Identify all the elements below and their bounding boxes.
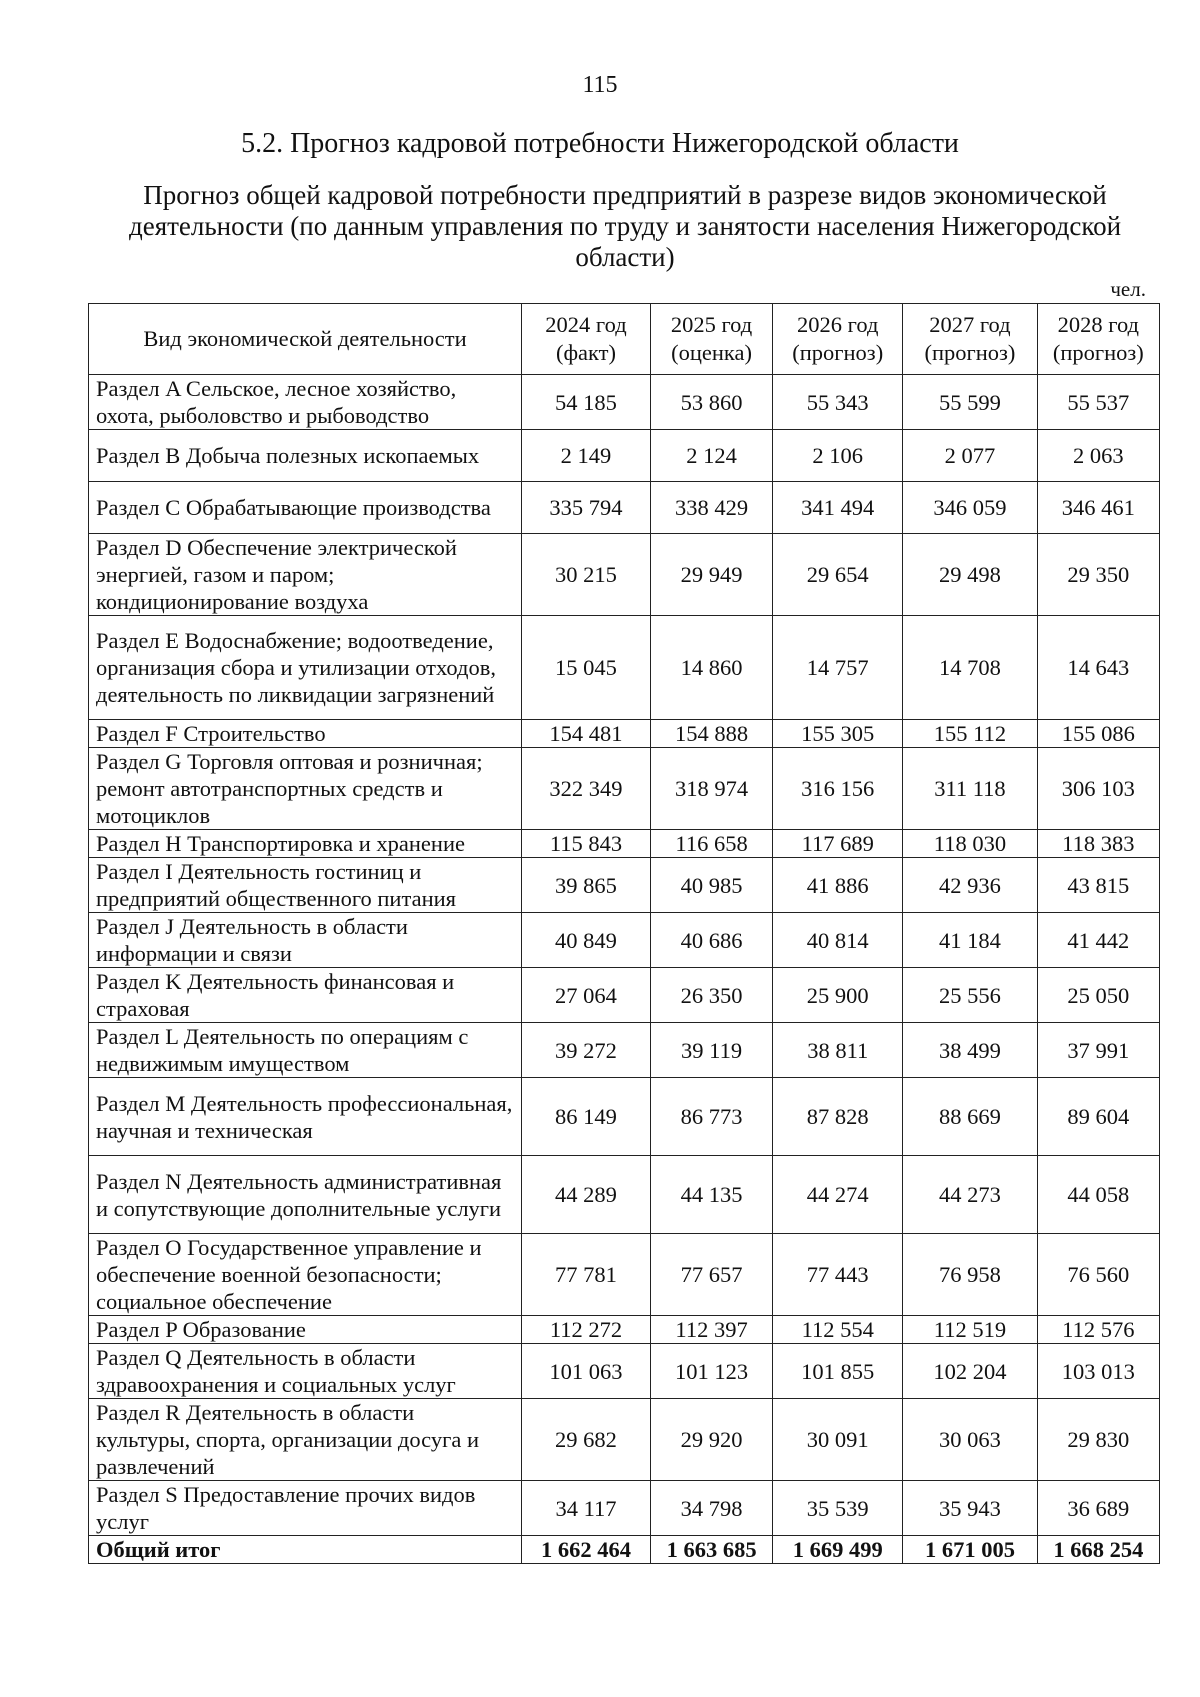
value-cell: 14 860 [650,616,772,720]
value-cell: 53 860 [650,375,772,430]
value-cell: 322 349 [522,748,651,830]
activity-name-cell: Раздел G Торговля оптовая и розничная; ремонт автотранспортных средств и мотоциклов [89,748,522,830]
unit-label: чел. [1110,277,1146,301]
activity-name-cell: Раздел M Деятельность профессиональная, научная и техническая [89,1078,522,1156]
value-cell: 29 654 [773,534,903,616]
column-header-year: 2024 год (факт) [522,304,651,375]
value-cell: 311 118 [903,748,1037,830]
value-cell: 40 814 [773,913,903,968]
value-cell: 38 499 [903,1023,1037,1078]
value-cell: 88 669 [903,1078,1037,1156]
value-cell: 118 030 [903,830,1037,858]
column-header-year: 2026 год (прогноз) [773,304,903,375]
table-row [89,720,1160,748]
value-cell: 39 119 [650,1023,772,1078]
value-cell: 2 149 [522,430,651,482]
value-cell: 55 537 [1037,375,1159,430]
value-cell: 318 974 [650,748,772,830]
value-cell: 115 843 [522,830,651,858]
activity-name-cell: Раздел F Строительство [89,720,522,748]
activity-name-cell: Раздел S Предоставление прочих видов услуг [89,1481,522,1536]
value-cell: 155 305 [773,720,903,748]
value-cell: 41 442 [1037,913,1159,968]
value-cell: 77 443 [773,1234,903,1316]
value-cell: 2 106 [773,430,903,482]
total-label-cell: Общий итог [89,1536,522,1564]
value-cell: 36 689 [1037,1481,1159,1536]
activity-name-cell: Раздел C Обрабатывающие производства [89,482,522,534]
value-cell: 26 350 [650,968,772,1023]
value-cell: 39 865 [522,858,651,913]
value-cell: 40 849 [522,913,651,968]
value-cell: 25 556 [903,968,1037,1023]
activity-name-cell: Раздел K Деятельность финансовая и страховая [89,968,522,1023]
value-cell: 112 554 [773,1316,903,1344]
value-cell: 338 429 [650,482,772,534]
staffing-forecast-table [88,303,1160,1564]
table-title: Прогноз общей кадровой потребности предприятий в разрезе видов экономической деятельности (по данным управления по труду и занятости населения Нижегородской области) [128,180,1122,272]
value-cell: 155 086 [1037,720,1159,748]
value-cell: 335 794 [522,482,651,534]
table-header-row [89,304,1160,375]
value-cell: 306 103 [1037,748,1159,830]
total-row [89,1536,1160,1564]
value-cell: 101 123 [650,1344,772,1399]
value-cell: 25 050 [1037,968,1159,1023]
column-header-year: 2025 год (оценка) [650,304,772,375]
value-cell: 29 682 [522,1399,651,1481]
value-cell: 40 686 [650,913,772,968]
table-row [89,1078,1160,1156]
value-cell: 29 350 [1037,534,1159,616]
value-cell: 44 289 [522,1156,651,1234]
value-cell: 29 830 [1037,1399,1159,1481]
table-row [89,748,1160,830]
value-cell: 34 798 [650,1481,772,1536]
value-cell: 54 185 [522,375,651,430]
value-cell: 35 539 [773,1481,903,1536]
table-row [89,1481,1160,1536]
value-cell: 316 156 [773,748,903,830]
table-row [89,375,1160,430]
value-cell: 38 811 [773,1023,903,1078]
value-cell: 112 397 [650,1316,772,1344]
value-cell: 2 077 [903,430,1037,482]
table-body [89,375,1160,1564]
section-title: 5.2. Прогноз кадровой потребности Нижегородской области [241,128,959,159]
table-row [89,1316,1160,1344]
value-cell: 102 204 [903,1344,1037,1399]
activity-name-cell: Раздел R Деятельность в области культуры, спорта, организации досуга и развлечений [89,1399,522,1481]
total-value-cell: 1 668 254 [1037,1536,1159,1564]
table-row [89,913,1160,968]
activity-name-cell: Раздел B Добыча полезных ископаемых [89,430,522,482]
value-cell: 35 943 [903,1481,1037,1536]
value-cell: 103 013 [1037,1344,1159,1399]
value-cell: 86 773 [650,1078,772,1156]
total-value-cell: 1 669 499 [773,1536,903,1564]
value-cell: 44 135 [650,1156,772,1234]
total-value-cell: 1 671 005 [903,1536,1037,1564]
activity-name-cell: Раздел I Деятельность гостиниц и предприятий общественного питания [89,858,522,913]
table-row [89,1344,1160,1399]
value-cell: 112 519 [903,1316,1037,1344]
value-cell: 29 498 [903,534,1037,616]
activity-name-cell: Раздел J Деятельность в области информации и связи [89,913,522,968]
total-value-cell: 1 663 685 [650,1536,772,1564]
value-cell: 43 815 [1037,858,1159,913]
column-header-activity: Вид экономической деятельности [89,304,522,375]
value-cell: 341 494 [773,482,903,534]
page-number: 115 [582,72,618,98]
value-cell: 55 599 [903,375,1037,430]
value-cell: 77 657 [650,1234,772,1316]
value-cell: 44 273 [903,1156,1037,1234]
value-cell: 101 063 [522,1344,651,1399]
value-cell: 77 781 [522,1234,651,1316]
value-cell: 37 991 [1037,1023,1159,1078]
activity-name-cell: Раздел D Обеспечение электрической энергией, газом и паром; кондиционирование воздуха [89,534,522,616]
value-cell: 29 949 [650,534,772,616]
value-cell: 42 936 [903,858,1037,913]
value-cell: 346 059 [903,482,1037,534]
activity-name-cell: Раздел H Транспортировка и хранение [89,830,522,858]
table-row [89,1156,1160,1234]
value-cell: 27 064 [522,968,651,1023]
table-row [89,616,1160,720]
value-cell: 30 215 [522,534,651,616]
value-cell: 25 900 [773,968,903,1023]
value-cell: 117 689 [773,830,903,858]
value-cell: 118 383 [1037,830,1159,858]
activity-name-cell: Раздел O Государственное управление и обеспечение военной безопасности; социальное обеспечение [89,1234,522,1316]
value-cell: 2 124 [650,430,772,482]
value-cell: 154 888 [650,720,772,748]
value-cell: 14 643 [1037,616,1159,720]
table-row [89,968,1160,1023]
value-cell: 44 058 [1037,1156,1159,1234]
value-cell: 15 045 [522,616,651,720]
value-cell: 76 958 [903,1234,1037,1316]
value-cell: 40 985 [650,858,772,913]
value-cell: 44 274 [773,1156,903,1234]
column-header-year: 2028 год (прогноз) [1037,304,1159,375]
value-cell: 116 658 [650,830,772,858]
value-cell: 30 063 [903,1399,1037,1481]
table-row [89,830,1160,858]
value-cell: 41 886 [773,858,903,913]
table-row [89,1399,1160,1481]
activity-name-cell: Раздел P Образование [89,1316,522,1344]
value-cell: 87 828 [773,1078,903,1156]
table-row [89,534,1160,616]
value-cell: 112 576 [1037,1316,1159,1344]
value-cell: 155 112 [903,720,1037,748]
value-cell: 2 063 [1037,430,1159,482]
column-header-year: 2027 год (прогноз) [903,304,1037,375]
value-cell: 30 091 [773,1399,903,1481]
value-cell: 346 461 [1037,482,1159,534]
activity-name-cell: Раздел L Деятельность по операциям с недвижимым имуществом [89,1023,522,1078]
value-cell: 89 604 [1037,1078,1159,1156]
value-cell: 41 184 [903,913,1037,968]
activity-name-cell: Раздел Q Деятельность в области здравоохранения и социальных услуг [89,1344,522,1399]
value-cell: 39 272 [522,1023,651,1078]
activity-name-cell: Раздел N Деятельность административная и сопутствующие дополнительные услуги [89,1156,522,1234]
value-cell: 76 560 [1037,1234,1159,1316]
value-cell: 34 117 [522,1481,651,1536]
value-cell: 55 343 [773,375,903,430]
value-cell: 101 855 [773,1344,903,1399]
value-cell: 14 757 [773,616,903,720]
value-cell: 29 920 [650,1399,772,1481]
table-row [89,1234,1160,1316]
table-row [89,1023,1160,1078]
activity-name-cell: Раздел A Сельское, лесное хозяйство, охота, рыболовство и рыбоводство [89,375,522,430]
total-value-cell: 1 662 464 [522,1536,651,1564]
value-cell: 14 708 [903,616,1037,720]
value-cell: 154 481 [522,720,651,748]
value-cell: 86 149 [522,1078,651,1156]
activity-name-cell: Раздел E Водоснабжение; водоотведение, организация сбора и утилизации отходов, деятельность по ликвидации загрязнений [89,616,522,720]
table-row [89,482,1160,534]
table-row [89,858,1160,913]
value-cell: 112 272 [522,1316,651,1344]
table-row [89,430,1160,482]
